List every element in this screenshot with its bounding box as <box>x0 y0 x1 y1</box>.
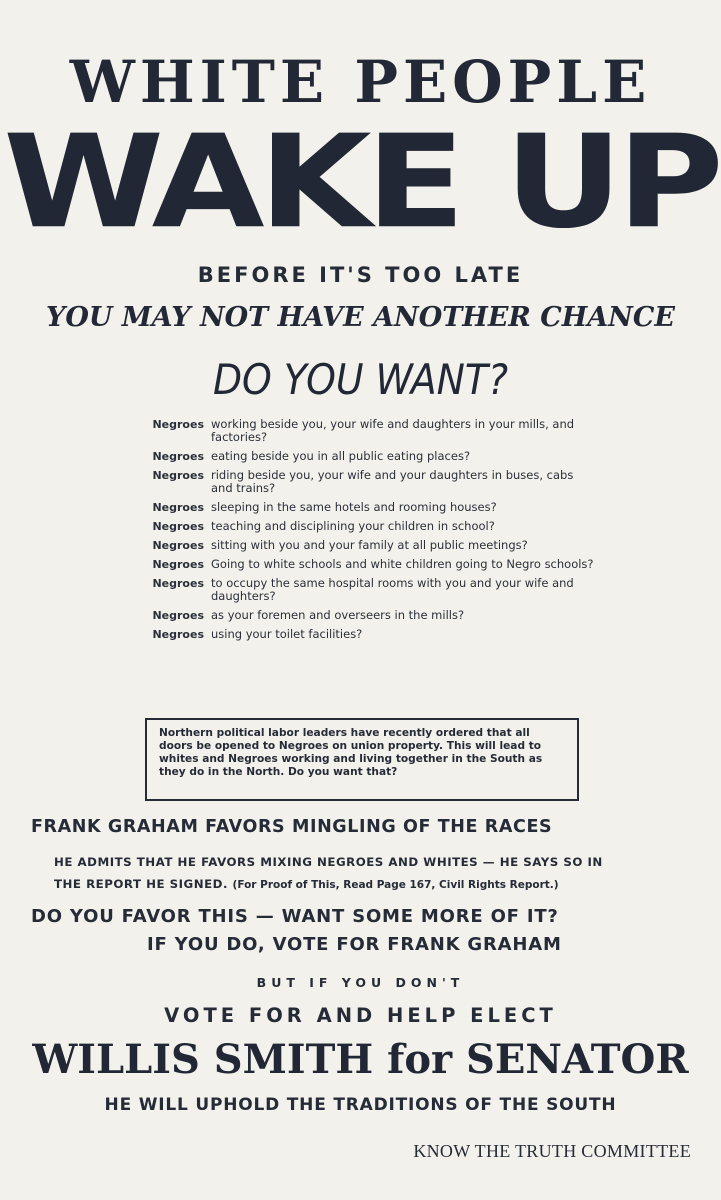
notice-box-text: Northern political labor leaders have recently ordered that all doors be opened to Negroes on union property. This will lead to whites and Negroes working and living together in the South as they do in the North. Do you want that? <box>159 727 543 778</box>
committee-signature: KNOW THE TRUTH COMMITTEE <box>413 1141 691 1161</box>
before-line: BEFORE IT'S TOO LATE <box>197 263 524 287</box>
headline-main: WAKE UP <box>3 107 718 258</box>
list-item-keyword: Negroes <box>152 609 204 622</box>
list-item <box>142 558 597 571</box>
but-if-line: BUT IF YOU DON'T <box>256 975 465 990</box>
tradition-line: HE WILL UPHOLD THE TRADITIONS OF THE SOUTH <box>104 1095 617 1115</box>
notice-box <box>145 718 579 801</box>
graham-line-1: HE ADMITS THAT HE FAVORS MIXING NEGROES AND WHITES — HE SAYS SO IN <box>54 855 603 869</box>
graham-heading: FRANK GRAHAM FAVORS MINGLING OF THE RACES <box>31 817 553 837</box>
graham-details <box>54 851 694 896</box>
list-item-keyword: Negroes <box>152 418 204 431</box>
list-item <box>142 450 597 463</box>
list-item-keyword: Negroes <box>152 558 204 571</box>
list-item-keyword: Negroes <box>152 539 204 552</box>
list-item-keyword: Negroes <box>152 469 204 482</box>
list-item-keyword: Negroes <box>152 520 204 533</box>
list-item <box>142 609 597 622</box>
list-item-text: sleeping in the same hotels and rooming houses? <box>211 500 497 514</box>
list-item-text: as your foremen and overseers in the mills? <box>211 608 465 622</box>
list-item <box>142 520 597 533</box>
question-heading: DO YOU WANT? <box>212 355 509 404</box>
list-item-keyword: Negroes <box>152 501 204 514</box>
candidate-heading: WILLIS SMITH for SENATOR <box>32 1036 689 1083</box>
list-item-text: using your toilet facilities? <box>211 627 363 641</box>
vote-graham-line: IF YOU DO, VOTE FOR FRANK GRAHAM <box>147 934 562 955</box>
graham-line-2-main: THE REPORT HE SIGNED. <box>54 877 228 891</box>
list-item-text: riding beside you, your wife and your daughters in buses, cabs and trains? <box>211 468 574 495</box>
list-item-text: working beside you, your wife and daughters in your mills, and factories? <box>211 417 575 444</box>
headline-top: WHITE PEOPLE <box>69 48 652 116</box>
list-item-text: to occupy the same hospital rooms with you and your wife and daughters? <box>211 576 574 603</box>
graham-line-2 <box>54 873 694 896</box>
list-item-keyword: Negroes <box>152 577 204 590</box>
question-list <box>142 418 597 647</box>
list-item <box>142 628 597 641</box>
list-item-text: Going to white schools and white children going to Negro schools? <box>211 557 594 571</box>
list-item-text: teaching and disciplining your children in school? <box>211 519 495 533</box>
chance-line: YOU MAY NOT HAVE ANOTHER CHANCE <box>46 302 675 333</box>
list-item <box>142 418 597 444</box>
list-item <box>142 501 597 514</box>
favor-question: DO YOU FAVOR THIS — WANT SOME MORE OF IT? <box>31 906 559 927</box>
list-item <box>142 577 597 603</box>
list-item-text: sitting with you and your family at all public meetings? <box>211 538 528 552</box>
list-item-keyword: Negroes <box>152 450 204 463</box>
list-item <box>142 539 597 552</box>
vote-for-line: VOTE FOR AND HELP ELECT <box>164 1004 557 1027</box>
graham-line-2-proof: (For Proof of This, Read Page 167, Civil Rights Report.) <box>232 879 559 891</box>
list-item-text: eating beside you in all public eating places? <box>211 449 471 463</box>
list-item <box>142 469 597 495</box>
list-item-keyword: Negroes <box>152 628 204 641</box>
